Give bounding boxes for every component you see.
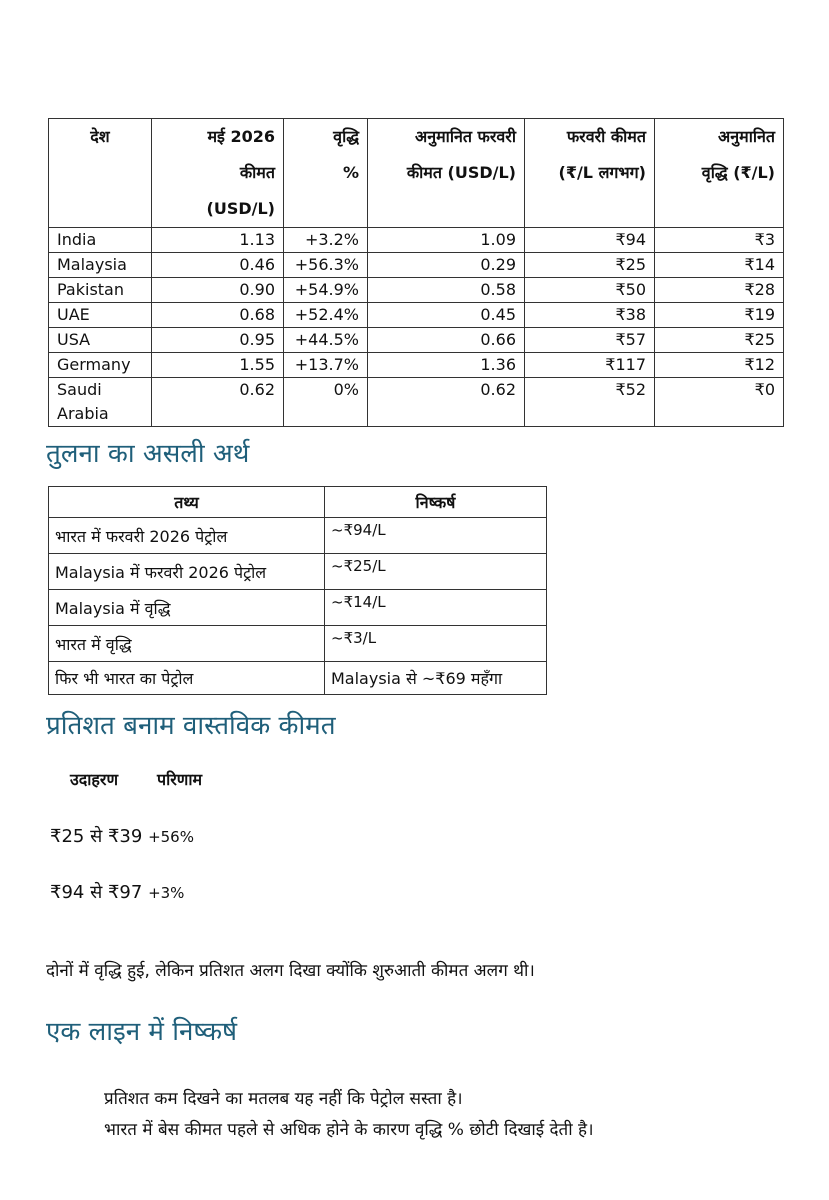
header-fact: तथ्य bbox=[49, 487, 325, 518]
may-price-cell: 0.62 bbox=[152, 378, 284, 427]
example-row bbox=[50, 824, 194, 848]
feb-inr-cell: ₹52 bbox=[525, 378, 655, 427]
table-header-row bbox=[49, 119, 784, 228]
conclusion-cell: ~₹3/L bbox=[325, 626, 547, 662]
example-text: ₹94 से ₹97 bbox=[50, 882, 143, 903]
country-cell: India bbox=[49, 228, 152, 253]
table-row bbox=[49, 228, 784, 253]
conclusion-cell: ~₹94/L bbox=[325, 518, 547, 554]
feb-price-cell: 1.09 bbox=[368, 228, 525, 253]
growth-inr-cell: ₹0 bbox=[655, 378, 784, 427]
header-conclusion: निष्कर्ष bbox=[325, 487, 547, 518]
feb-price-cell: 0.62 bbox=[368, 378, 525, 427]
may-price-cell: 0.68 bbox=[152, 303, 284, 328]
growth-cell: +54.9% bbox=[284, 278, 368, 303]
growth-cell: +56.3% bbox=[284, 253, 368, 278]
feb-price-cell: 0.66 bbox=[368, 328, 525, 353]
fact-cell: Malaysia में वृद्धि bbox=[49, 590, 325, 626]
conclusion-line-1: प्रतिशत कम दिखने का मतलब यह नहीं कि पेट्रोल सस्ता है। bbox=[104, 1089, 463, 1109]
table-row bbox=[49, 378, 784, 427]
conclusion-block bbox=[104, 1084, 714, 1146]
price-comparison-table bbox=[48, 118, 784, 427]
example-row bbox=[50, 880, 184, 904]
feb-inr-cell: ₹94 bbox=[525, 228, 655, 253]
section-heading-meaning: तुलना का असली अर्थ bbox=[46, 439, 250, 469]
example-column-label: उदाहरण bbox=[70, 770, 119, 789]
table-row bbox=[49, 303, 784, 328]
growth-inr-cell: ₹14 bbox=[655, 253, 784, 278]
table-row bbox=[49, 253, 784, 278]
growth-inr-cell: ₹28 bbox=[655, 278, 784, 303]
table-row bbox=[49, 554, 547, 590]
may-price-cell: 0.46 bbox=[152, 253, 284, 278]
section-heading-percent: प्रतिशत बनाम वास्तविक कीमत bbox=[46, 711, 336, 741]
growth-cell: 0% bbox=[284, 378, 368, 427]
result-column-label: परिणाम bbox=[157, 770, 203, 789]
header-country: देश bbox=[49, 119, 152, 228]
growth-cell: +13.7% bbox=[284, 353, 368, 378]
table-row bbox=[49, 518, 547, 554]
example-result: +3% bbox=[148, 884, 185, 902]
feb-inr-cell: ₹38 bbox=[525, 303, 655, 328]
country-cell: Pakistan bbox=[49, 278, 152, 303]
table-row bbox=[49, 278, 784, 303]
fact-cell: भारत में फरवरी 2026 पेट्रोल bbox=[49, 518, 325, 554]
growth-cell: +44.5% bbox=[284, 328, 368, 353]
conclusion-cell: ~₹14/L bbox=[325, 590, 547, 626]
may-price-cell: 0.90 bbox=[152, 278, 284, 303]
growth-inr-cell: ₹12 bbox=[655, 353, 784, 378]
country-cell: USA bbox=[49, 328, 152, 353]
feb-inr-cell: ₹50 bbox=[525, 278, 655, 303]
growth-inr-cell: ₹3 bbox=[655, 228, 784, 253]
table-row bbox=[49, 328, 784, 353]
example-result: +56% bbox=[148, 828, 194, 846]
header-may-price: मई 2026 कीमत (USD/L) bbox=[152, 119, 284, 228]
fact-cell: भारत में वृद्धि bbox=[49, 626, 325, 662]
may-price-cell: 1.13 bbox=[152, 228, 284, 253]
may-price-cell: 1.55 bbox=[152, 353, 284, 378]
feb-inr-cell: ₹57 bbox=[525, 328, 655, 353]
header-est-feb-price: अनुमानित फरवरी कीमत (USD/L) bbox=[368, 119, 525, 228]
feb-price-cell: 0.45 bbox=[368, 303, 525, 328]
may-price-cell: 0.95 bbox=[152, 328, 284, 353]
feb-price-cell: 0.58 bbox=[368, 278, 525, 303]
table-row bbox=[49, 590, 547, 626]
country-cell: UAE bbox=[49, 303, 152, 328]
feb-price-cell: 1.36 bbox=[368, 353, 525, 378]
conclusion-cell: Malaysia से ~₹69 महँगा bbox=[325, 662, 547, 695]
header-growth-percent: वृद्धि % bbox=[284, 119, 368, 228]
fact-header-row bbox=[49, 487, 547, 518]
section-heading-conclusion: एक लाइन में निष्कर्ष bbox=[46, 1017, 238, 1047]
fact-table bbox=[48, 486, 547, 695]
conclusion-cell: ~₹25/L bbox=[325, 554, 547, 590]
table-row bbox=[49, 662, 547, 695]
country-cell: Saudi Arabia bbox=[49, 378, 152, 427]
header-feb-price-inr: फरवरी कीमत (₹/L लगभग) bbox=[525, 119, 655, 228]
feb-price-cell: 0.29 bbox=[368, 253, 525, 278]
feb-inr-cell: ₹117 bbox=[525, 353, 655, 378]
growth-cell: +3.2% bbox=[284, 228, 368, 253]
fact-cell: फिर भी भारत का पेट्रोल bbox=[49, 662, 325, 695]
conclusion-line-2: भारत में बेस कीमत पहले से अधिक होने के कारण वृद्धि % छोटी दिखाई देती है। bbox=[104, 1120, 594, 1140]
header-est-growth-inr: अनुमानित वृद्धि (₹/L) bbox=[655, 119, 784, 228]
fact-cell: Malaysia में फरवरी 2026 पेट्रोल bbox=[49, 554, 325, 590]
table-row bbox=[49, 353, 784, 378]
feb-inr-cell: ₹25 bbox=[525, 253, 655, 278]
growth-inr-cell: ₹19 bbox=[655, 303, 784, 328]
summary-text: दोनों में वृद्धि हुई, लेकिन प्रतिशत अलग दिखा क्योंकि शुरुआती कीमत अलग थी। bbox=[46, 961, 535, 981]
growth-inr-cell: ₹25 bbox=[655, 328, 784, 353]
table-row bbox=[49, 626, 547, 662]
growth-cell: +52.4% bbox=[284, 303, 368, 328]
country-cell: Malaysia bbox=[49, 253, 152, 278]
country-cell: Germany bbox=[49, 353, 152, 378]
example-text: ₹25 से ₹39 bbox=[50, 826, 143, 847]
